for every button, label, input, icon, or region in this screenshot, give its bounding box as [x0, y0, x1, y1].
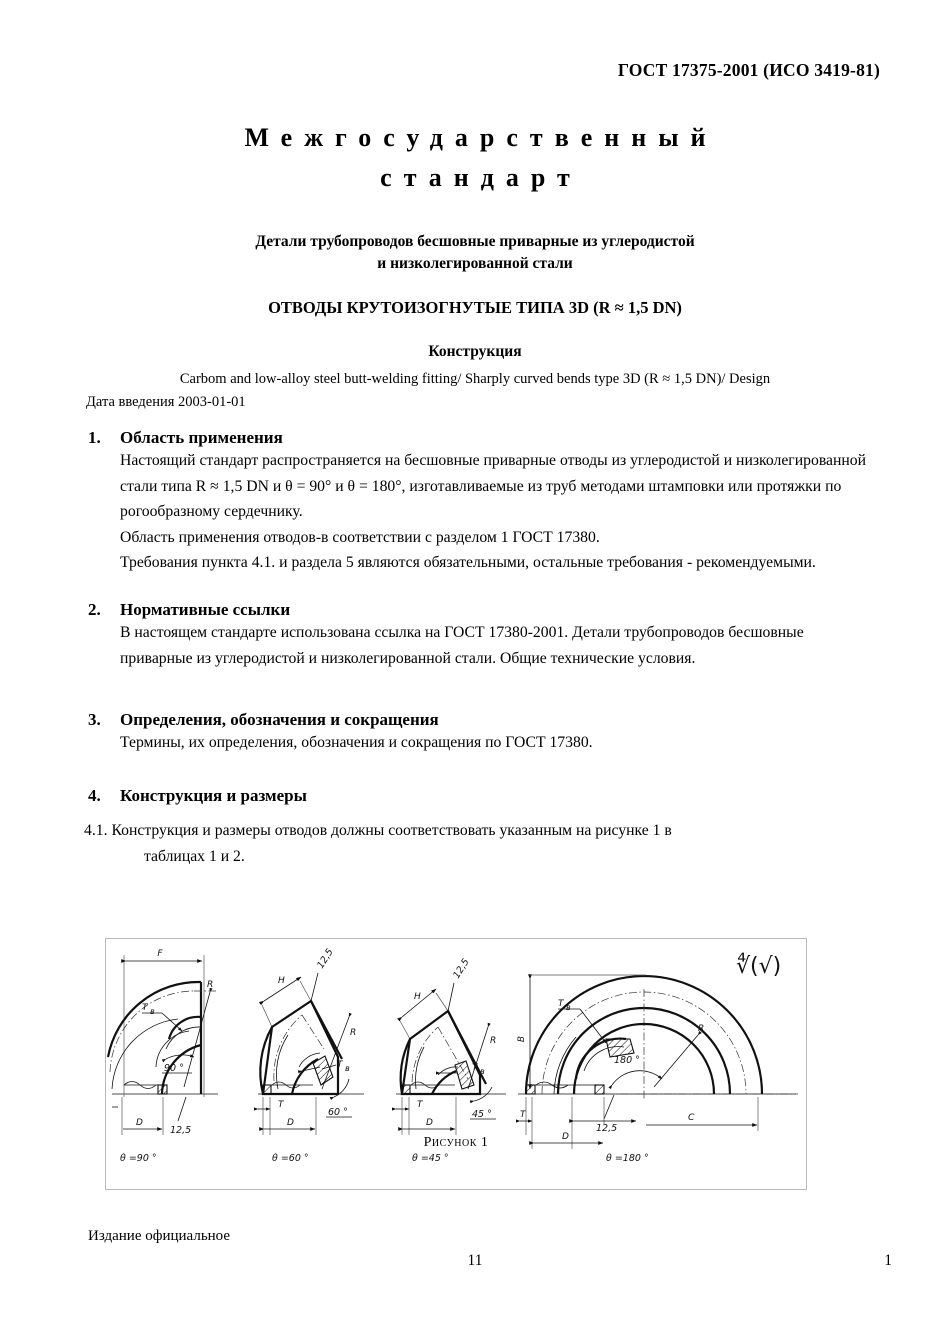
figure-angle-label-90: 90 °	[164, 1063, 184, 1074]
section-1-paragraph-2: Область применения отводов-в соответствии с разделом 1 ГОСТ 17380.	[120, 528, 600, 546]
figure-caption-panel-60: θ =60 °	[272, 1153, 309, 1164]
page-title-line-1: Межгосударственный	[244, 123, 718, 152]
clause-4-1-line-2: таблицах 1 и 2.	[144, 847, 245, 865]
figure-label-H-45: H	[414, 992, 421, 1002]
section-1-heading	[88, 428, 878, 448]
figure-panel-60deg	[258, 947, 364, 1164]
footer-page-number-center: 11	[467, 1252, 483, 1269]
section-1-body	[120, 448, 878, 576]
document-header-standard-ref: ГОСТ 17375-2001 (ИСО 3419-81)	[617, 60, 880, 80]
figure-label-B-180: B	[517, 1035, 527, 1043]
figure-angle-label-180: 180 °	[614, 1055, 640, 1066]
section-1	[88, 428, 878, 576]
figure-label-R-45: R	[490, 1036, 497, 1046]
section-3-title: Определения, обозначения и сокращения	[120, 710, 439, 729]
document-subtitle-line-2: и низколегированной стали	[377, 255, 573, 272]
section-2-number: 2.	[88, 600, 101, 619]
document-section-design-title: Конструкция	[428, 343, 522, 360]
clause-4-1-line-1: 4.1. Конструкция и размеры отводов должны соответствовать указанным на рисунке 1 в	[84, 822, 672, 839]
figure-label-T-45: T	[417, 1100, 423, 1110]
figure-label-125-45: 12,5	[451, 956, 472, 981]
section-1-paragraph-1: Настоящий стандарт распространяется на бесшовные приварные отводы из углеродистой и низколегированной стали типа R ≈ 1,5 DN и θ = 90° и θ = 180°, изготавливаемые из труб методами штамповки или протяжки по рогообразному сердечнику.	[120, 452, 867, 520]
section-4	[88, 786, 878, 806]
figure-label-125-90: 12,5	[170, 1125, 192, 1136]
introduction-date: Дата введения 2003-01-01	[86, 394, 246, 410]
section-3-number: 3.	[88, 710, 101, 729]
figure-angle-label-45: 45 °	[472, 1109, 492, 1120]
document-subtitle	[0, 231, 950, 275]
section-3-body	[120, 730, 878, 756]
figure-label-T-180: T	[520, 1110, 526, 1120]
figure-label-Tv-90: T	[142, 1003, 148, 1013]
section-2-heading	[88, 600, 878, 620]
figure-label-H-60: H	[278, 976, 285, 986]
figure-label-T-60: T	[278, 1100, 284, 1110]
figure-label-125-60: 12,5	[315, 946, 336, 971]
section-1-number: 1.	[88, 428, 101, 447]
figure-panel-45deg	[396, 957, 506, 1164]
figure-angle-label-60: 60 °	[328, 1107, 348, 1118]
figure-label-D-60: D	[287, 1118, 294, 1128]
section-4-title: Конструкция и размеры	[120, 786, 307, 805]
section-4-number: 4.	[88, 786, 101, 805]
section-2-body	[120, 620, 878, 671]
section-1-title: Область применения	[120, 428, 283, 447]
section-2	[88, 600, 878, 671]
figure-label-R-60: R	[350, 1028, 357, 1038]
footer-page-number-right: 1	[884, 1252, 892, 1269]
figure-label-R-180: R	[698, 1024, 705, 1034]
figure-label-F: F	[157, 949, 163, 959]
figure-label-D-180: D	[562, 1132, 569, 1142]
section-1-paragraph-3: Требования пункта 4.1. и раздела 5 являются обязательными, остальные требования - рекомендуемыми.	[120, 554, 816, 571]
document-title-english: Carbom and low-alloy steel butt-welding fitting/ Sharply curved bends type 3D (R ≈ 1,5 DN)/ Design	[179, 371, 771, 387]
section-3	[88, 710, 878, 756]
figure-caption-panel-45: θ =45 °	[412, 1153, 449, 1164]
document-product-title: ОТВОДЫ КРУТОИЗОГНУТЫЕ ТИПА 3D (R ≈ 1,5 DN)	[268, 298, 682, 317]
figure-label-Tv-sub-45: в	[480, 1067, 485, 1076]
surface-finish-symbol	[736, 952, 781, 979]
figure-label-D-45: D	[426, 1118, 433, 1128]
figure-label-R-90: R	[207, 980, 214, 990]
figure-caption-panel-90: θ =90 °	[120, 1153, 157, 1164]
footer-edition-note: Издание официальное	[88, 1228, 231, 1244]
page-title-line-2: стандарт	[380, 163, 582, 192]
figure-label-Tv-45: T	[472, 1063, 478, 1073]
section-2-title: Нормативные ссылки	[120, 600, 291, 619]
figure-1-caption: Рисунок 1	[423, 1135, 489, 1150]
clause-4-1	[84, 818, 884, 869]
figure-label-Tv-60: T	[337, 1060, 343, 1070]
figure-label-Tv-sub-60: в	[345, 1064, 350, 1073]
figure-caption-panel-180: θ =180 °	[606, 1153, 649, 1164]
surface-finish-symbol-text: ∜(√)	[736, 954, 782, 979]
figure-panel-90deg	[108, 949, 218, 1164]
section-2-paragraph-1: В настоящем стандарте использована ссылка на ГОСТ 17380-2001. Детали трубопроводов бесшовные приварные из углеродистой и низколегированной стали. Общие технические условия.	[120, 624, 804, 667]
figure-label-C-180: C	[688, 1113, 695, 1123]
section-4-heading	[88, 786, 878, 806]
document-subtitle-line-1: Детали трубопроводов бесшовные приварные из углеродистой	[255, 233, 695, 250]
page-title	[0, 118, 950, 198]
figure-label-Tv-180: T	[558, 999, 564, 1009]
figure-label-D-90: D	[136, 1118, 143, 1128]
figure-label-Tv-sub-90: в	[150, 1007, 155, 1016]
figure-label-Tv-sub-180: в	[566, 1003, 571, 1012]
figure-1-container	[105, 938, 807, 1190]
figure-label-125-180: 12,5	[596, 1123, 618, 1134]
section-3-heading	[88, 710, 878, 730]
figure-1-drawing	[106, 939, 806, 1189]
section-3-paragraph-1: Термины, их определения, обозначения и сокращения по ГОСТ 17380.	[120, 734, 593, 751]
